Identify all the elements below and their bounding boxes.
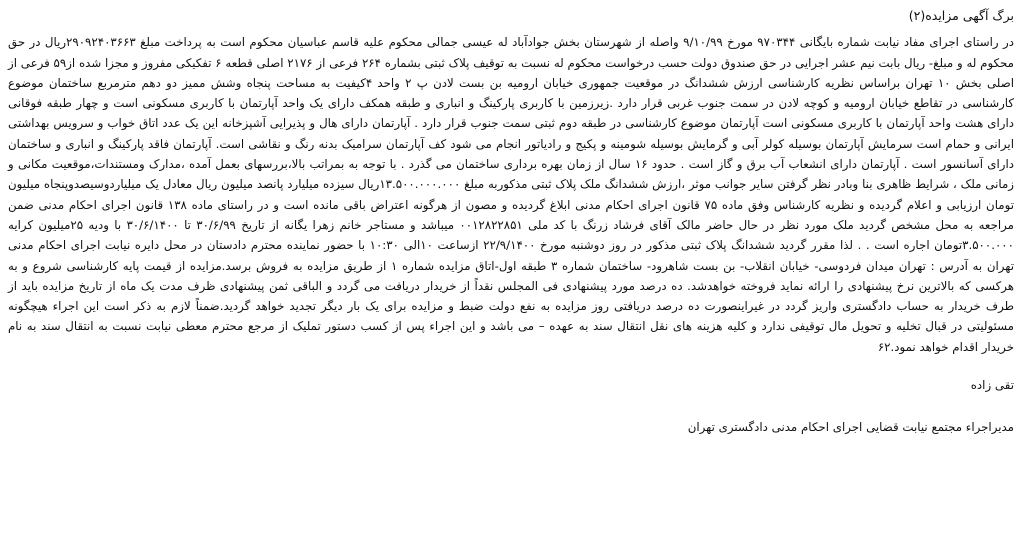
auction-notice-document — [8, 6, 1014, 438]
notice-body: در راستای اجرای مفاد نیابت شماره بایگانی ۹۷۰۳۴۴ مورخ ۹/۱۰/۹۹ واصله از شهرستان بخش جوادآباد له عیسی جمالی محکوم علیه قاسم عباسیان محکوم است به پرداخت مبلغ ۲۹۰۹۲۴۰۳۶۶۳ریال در حق محکوم له و مبلغ- ریال بابت نیم عشر اجرایی در حق صندوق دولت حسب درخواست محکوم له نسبت به توقیف پلاک ثبتی بشماره ۲۶۴ فرعی از ۲۱۷۶ اصلی قطعه ۶ تفکیکی مفروز و مجزا شده از۵۹ فرعی از اصلی بخش ۱۰ تهران براساس نظریه کارشناسی ارزش ششدانگ در موقعیت جمهوری خیابان ارومیه بن بست لادن پ ۲ واحد ۴کیفیت به مساحت پنجاه وشش ممیز دو دهم مترمربع ساختمان موضوع کارشناسی در تقاطع خیابان ارومیه و کوچه لادن در سمت جنوب غربی قرار دارد .زیرزمین با کاربری پارکینگ و انباری و طبقه همکف دارای یک واحد آپارتمان با کاربری مسکونی است و چهار طبقه فوقانی دارای هشت واحد آپارتمان با کاربری مسکونی است آپارتمان موضوع کارشناسی در طبقه دوم ثبتی سمت جنوب قرار دارد . آپارتمان دارای هال و پذیرایی آشپزخانه این یک عدد اتاق خواب و سرویس بهداشتی ایرانی و حمام است سرمایش آپارتمان بوسیله کولر آبی و گرمایش بوسیله شومینه و پکیج و رادیاتور انجام می شود کف آپارتمان سرامیک بدنه رنگ و نقاشی است. آپارتمان فاقد پارکینگ و انباری و ساختمان دارای آسانسور است . آپارتمان دارای انشعاب آب برق و گاز است . حدود ۱۶ سال از زمان بهره برداری ساختمان می گذرد . با توجه به بمراتب بالا،بررسهای بعمل آمده ،مدارک ومستندات،موقعیت مکانی و زمانی ملک ، شرایط ظاهری بنا وبادر نظر گرفتن سایر جوانب موثر ،ارزش ششدانگ ملک پلاک ثبتی مذکوربه مبلغ ۱۳.۵۰۰.۰۰۰.۰۰۰ریال سیزده میلیارد پانصد میلیون ریال معادل یک میلیاردوسیصدوپنجاه میلیون تومان ارزیابی و اعلام گردیده و نظریه کارشناس وفق ماده ۷۵ قانون اجرای احکام مدنی ابلاغ گردیده و مصون از هرگونه اعتراض باقی مانده است و در راستای ماده ۱۳۸ قانون اجرای احکام مدنی ضمن مراجعه به محل مشخص گردید ملک مورد نظر در حال حاضر مالک آقای فرشاد زرنگ با کد ملی ۰۰۱۲۸۲۲۸۵۱ میباشد و مستاجر خانم زهرا یگانه از تاریخ ۳۰/۶/۹۹ تا ۳۰/۶/۱۴۰۰ با ودیه ۲۵میلیون کرایه ۳.۵۰۰.۰۰۰تومان اجاره است . . لذا مقرر گردید ششدانگ پلاک ثبتی مذکور در روز دوشنبه مورخ ۲۲/۹/۱۴۰۰ ازساعت ۱۰الی ۱۰:۳۰ با حضور نماینده محترم دادستان در محل دایره نیابت اجرای احکام مدنی تهران به آدرس : تهران میدان فردوسی- خیابان انقلاب- بن بست شاهرود- ساختمان شماره ۳ طبقه اول-اتاق مزایده شماره ۱ از طریق مزایده به فروش برسد.مزایده از قیمت پایه کارشناسی شروع و به هرکسی که بالاترین نرخ پیشنهادی را ارائه نماید فروخته خواهدشد. ده درصد مورد پیشنهادی فی المجلس نقداً از خریدار دریافت می گردد و الباقی ثمن پیشنهادی ظرف مدت یک ماه از تاریخ مزایده باید از طرف خریدار به حساب دادگستری واریز گردد در غیراینصورت ده درصد دریافتی روز مزایده به نفع دولت ضبط و مزایده برای یک بار دیگر تجدید خواهد گردید.ضمناً لازم به ذکر است این اجراء هیچگونه مسئولیتی در قبال تخلیه و تحویل مال توقیفی ندارد و کلیه هزینه های نقل انتقال سند به عهده – می باشد و این اجراء پس از کسب دستور تملیک از مرجع محترم معطی نیابت نسبت به انتقال سند به نام خریدار اقدام خواهد نمود.۶۲ — [8, 35, 1014, 354]
signature-block — [8, 375, 1014, 438]
signer-title: مدیراجراء مجتمع نیابت قضایی اجرای احکام مدنی دادگستری تهران — [687, 420, 1014, 435]
notice-title: برگ آگهی مزایده(۲) — [908, 8, 1014, 23]
signer-name: تقی زاده — [970, 378, 1014, 393]
